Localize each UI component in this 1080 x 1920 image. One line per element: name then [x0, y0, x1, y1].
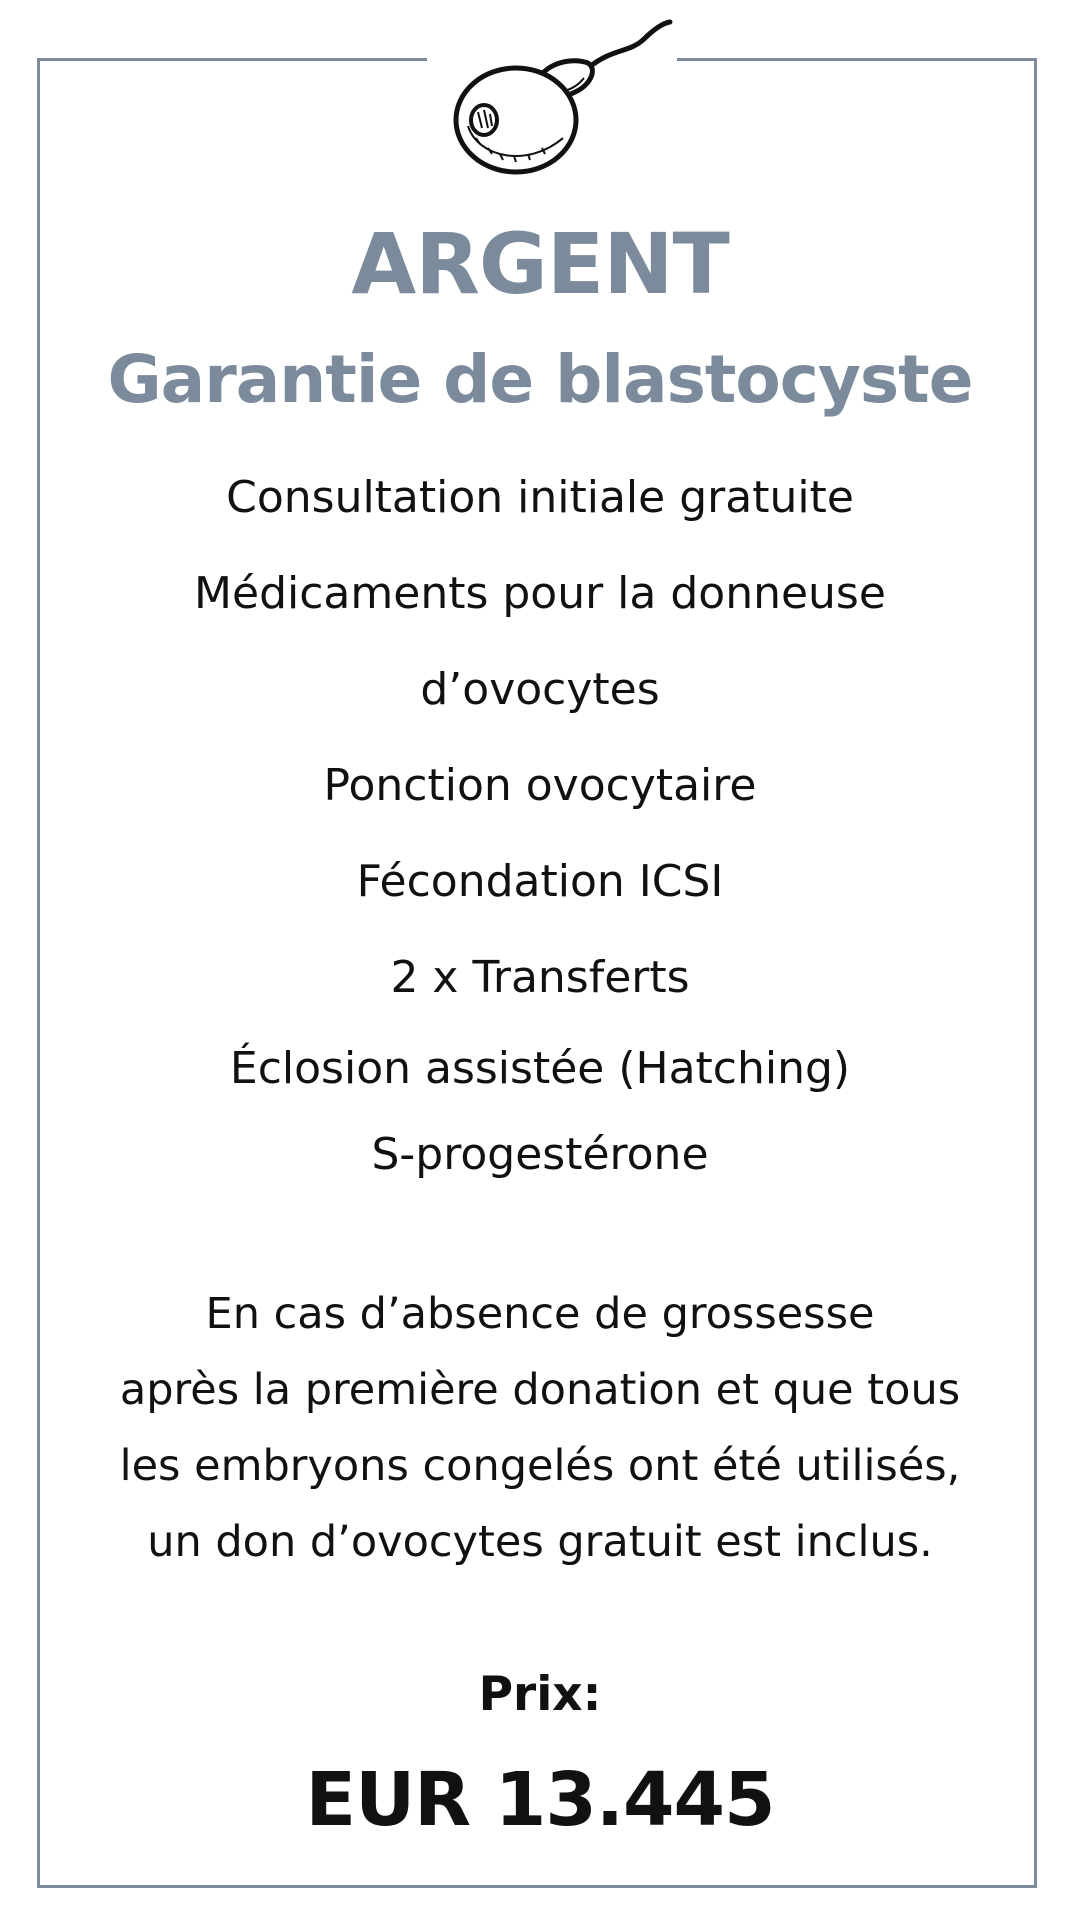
feature-item: S-progestérone [371, 1129, 709, 1180]
guarantee-note-line: les embryons congelés ont été utilisés, [119, 1441, 961, 1491]
guarantee-note-line: un don d’ovocytes gratuit est inclus. [147, 1517, 933, 1567]
package-tier-title: ARGENT [351, 215, 729, 313]
feature-item: Consultation initiale gratuite [226, 472, 854, 523]
package-subtitle: Garantie de blastocyste [107, 341, 973, 418]
guarantee-note-line: après la première donation et que tous [119, 1365, 961, 1415]
feature-item: Éclosion assistée (Hatching) [229, 1043, 851, 1094]
feature-item: d’ovocytes [420, 664, 660, 715]
egg-cell-sperm-icon [438, 8, 678, 178]
feature-item: Ponction ovocytaire [323, 760, 757, 811]
price-label: Prix: [478, 1667, 602, 1722]
feature-item: 2 x Transferts [390, 952, 690, 1003]
feature-list [90, 450, 990, 1198]
price-value: EUR 13.445 [305, 1757, 775, 1843]
feature-item: Médicaments pour la donneuse [194, 568, 886, 619]
guarantee-note-line: En cas d’absence de grossesse [205, 1289, 875, 1339]
guarantee-note [70, 1276, 1010, 1580]
feature-item: Fécondation ICSI [356, 856, 724, 907]
